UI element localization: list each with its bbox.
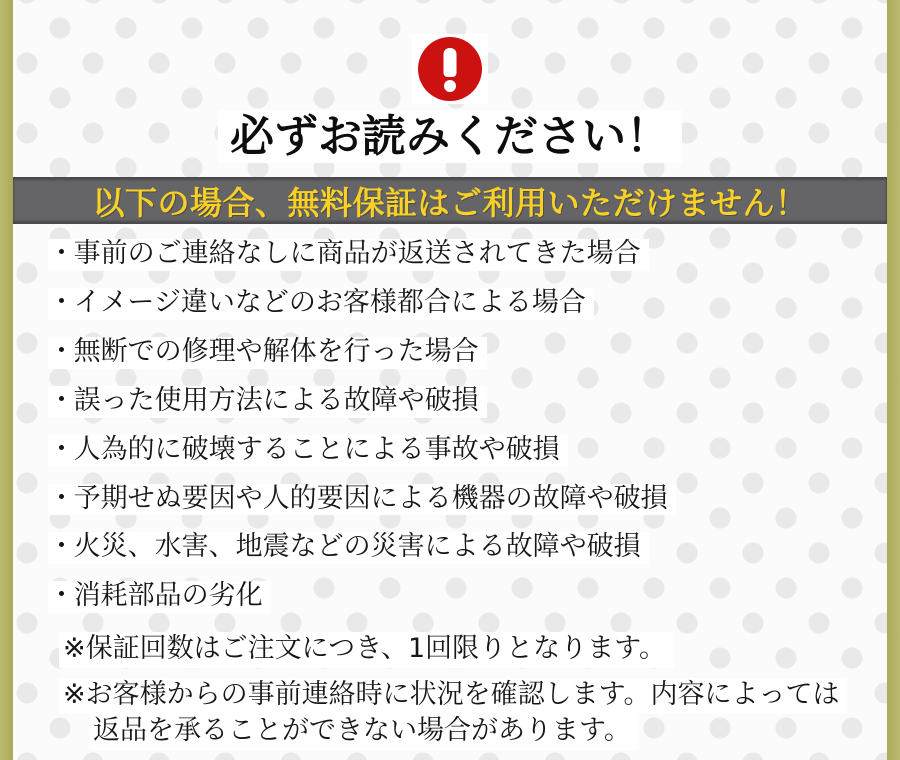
list-item-text: 無断での修理や解体を行った場合 [73, 335, 479, 367]
list-item [48, 484, 887, 516]
list-bullet: ・ [48, 384, 75, 416]
list-item [48, 581, 887, 613]
list-bullet: ・ [48, 335, 75, 367]
exclamation-alert-icon [418, 37, 482, 101]
list-item-text: 人為的に破壊することによる事故や破損 [73, 433, 560, 465]
list-item-text: 誤った使用方法による故障や破損 [73, 384, 479, 416]
list-item [48, 435, 887, 467]
exclusion-list [13, 239, 887, 630]
list-item [48, 239, 887, 271]
list-bullet: ・ [48, 580, 75, 612]
list-item [48, 386, 887, 418]
list-bullet: ・ [48, 482, 75, 514]
list-item-text: 火災、水害、地震などの災害による故障や破損 [73, 531, 641, 563]
note-line-wrap: 返品を承ることができない場合があります。 [89, 714, 639, 750]
list-bullet: ・ [48, 287, 75, 319]
alert-icon-row [13, 34, 887, 104]
alert-icon-background [412, 34, 488, 104]
exclamation-bar [444, 48, 457, 77]
warning-banner-text: 以下の場合、無料保証はご利用いただけません！ [92, 183, 808, 222]
note [59, 632, 887, 668]
note-line: ※お客様からの事前連絡時に状況を確認します。内容によっては [59, 678, 847, 714]
notice-title: 必ずお読みください！ [218, 110, 682, 163]
notice-title-row [13, 110, 887, 163]
list-bullet: ・ [48, 433, 75, 465]
note [59, 678, 887, 750]
exclamation-dot [444, 80, 456, 92]
list-item-text: 予期せぬ要因や人的要因による機器の故障や破損 [73, 482, 668, 514]
list-bullet: ・ [48, 531, 75, 563]
list-item [48, 288, 887, 320]
list-bullet: ・ [48, 238, 75, 270]
notice-content [13, 0, 887, 760]
left-olive-border [0, 0, 13, 760]
list-item-text: イメージ違いなどのお客様都合による場合 [73, 287, 586, 319]
right-olive-border [887, 0, 900, 760]
notes-block [13, 632, 887, 760]
note-line: ※保証回数はご注文につき、1回限りとなります。 [59, 632, 674, 668]
list-item [48, 532, 887, 564]
list-item-text: 事前のご連絡なしに商品が返送されてきた場合 [73, 238, 641, 270]
list-item [48, 337, 887, 369]
list-item-text: 消耗部品の劣化 [73, 580, 263, 612]
warning-banner [13, 177, 887, 224]
